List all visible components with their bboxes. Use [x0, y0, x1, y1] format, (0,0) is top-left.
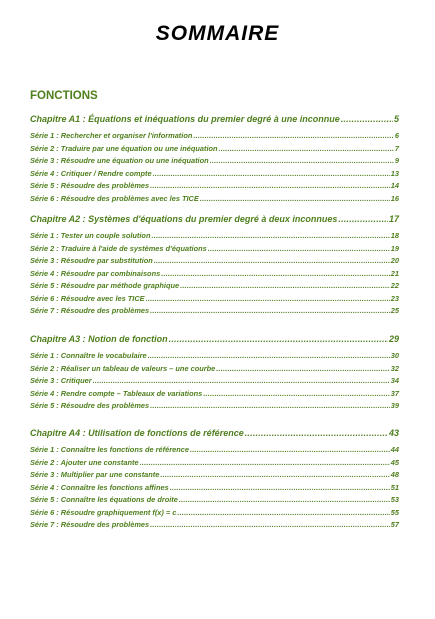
- toc-series-entry[interactable]: [30, 469, 399, 482]
- dot-leader: [341, 112, 393, 126]
- toc-series-entry[interactable]: [30, 168, 399, 181]
- page-number: 13: [390, 168, 399, 178]
- series-label: Série 6 : Résoudre graphiquement f(x) = c: [30, 507, 177, 517]
- series-label: Série 5 : Résoudre des problèmes: [30, 181, 150, 190]
- toc-series-entry[interactable]: [30, 363, 399, 376]
- dot-leader: [216, 363, 390, 376]
- dot-leader: [190, 444, 390, 457]
- series-label: Série 2 : Réaliser un tableau de valeurs – une courbe: [30, 363, 216, 373]
- dot-leader: [150, 180, 390, 193]
- series-label: Série 7 : Résoudre des problèmes: [30, 306, 150, 315]
- toc-series-entry[interactable]: [30, 350, 399, 363]
- chapter-label: Chapitre A1 : Équations et inéquations du premier degré à une inconnue: [30, 114, 340, 124]
- dot-leader: [200, 193, 390, 206]
- chapter-label: Chapitre A4 : Utilisation de fonctions de référence: [30, 428, 244, 438]
- series-label: Série 5 : Résoudre par méthode graphique: [30, 281, 180, 290]
- series-label: Série 1 : Tester un couple solution: [30, 231, 151, 240]
- page-number: 9: [394, 156, 399, 165]
- toc-series-entry[interactable]: [30, 388, 399, 401]
- toc-series-entry[interactable]: [30, 494, 399, 507]
- series-label: Série 1 : Connaître les fonctions de référence: [30, 445, 189, 454]
- page-number: 7: [394, 143, 399, 153]
- page-number: 25: [390, 306, 399, 315]
- page-number: 55: [390, 507, 399, 517]
- toc-series-entry[interactable]: [30, 400, 399, 413]
- dot-leader: [245, 426, 388, 440]
- dot-leader: [161, 268, 390, 281]
- toc-chapter-a4: [30, 426, 399, 532]
- page-number: 51: [390, 482, 399, 492]
- page-number: 57: [390, 520, 399, 529]
- series-label: Série 6 : Résoudre des problèmes avec les TICE: [30, 193, 199, 203]
- page-number: 53: [390, 495, 399, 504]
- dot-leader: [150, 305, 390, 318]
- series-label: Série 3 : Résoudre par substitution: [30, 256, 153, 265]
- dot-leader: [219, 143, 394, 156]
- dot-leader: [146, 293, 390, 306]
- dot-leader: [180, 280, 390, 293]
- toc-series-entry[interactable]: [30, 457, 399, 470]
- page-number: 17: [388, 214, 399, 224]
- toc-series-entry[interactable]: [30, 305, 399, 318]
- series-label: Série 2 : Ajouter une constante: [30, 457, 139, 467]
- page-number: 22: [390, 281, 399, 290]
- series-label: Série 6 : Résoudre avec les TICE: [30, 293, 145, 303]
- series-label: Série 3 : Résoudre une équation ou une inéquation: [30, 156, 209, 165]
- series-label: Série 2 : Traduire par une équation ou une inéquation: [30, 143, 218, 153]
- page-number: 19: [390, 243, 399, 253]
- dot-leader: [338, 212, 388, 226]
- toc-series-entry[interactable]: [30, 268, 399, 281]
- page-number: 37: [390, 388, 399, 398]
- page-number: 39: [390, 401, 399, 410]
- dot-leader: [148, 350, 390, 363]
- toc-series-entry[interactable]: [30, 375, 399, 388]
- chapter-label: Chapitre A2 : Systèmes d'équations du premier degré à deux inconnues: [30, 214, 338, 224]
- toc-series-entry[interactable]: [30, 193, 399, 206]
- series-label: Série 5 : Résoudre des problèmes: [30, 401, 150, 410]
- toc-series-entry[interactable]: [30, 155, 399, 168]
- toc-series-entry[interactable]: [30, 507, 399, 520]
- dot-leader: [210, 155, 394, 168]
- series-label: Série 4 : Connaître les fonctions affines: [30, 482, 169, 492]
- toc-series-entry[interactable]: [30, 482, 399, 495]
- toc-chapter-a2: [30, 212, 399, 318]
- page-number: 30: [390, 351, 399, 360]
- page-number: 43: [388, 428, 399, 438]
- page-number: 18: [390, 231, 399, 240]
- dot-leader: [208, 243, 390, 256]
- series-label: Série 3 : Multiplier par une constante: [30, 470, 160, 479]
- page-number: 23: [390, 293, 399, 303]
- toc-chapter-entry[interactable]: [30, 112, 399, 126]
- page-number: 45: [390, 457, 399, 467]
- toc-series-entry[interactable]: [30, 143, 399, 156]
- toc-series-entry[interactable]: [30, 293, 399, 306]
- series-label: Série 4 : Résoudre par combinaisons: [30, 268, 161, 278]
- dot-leader: [170, 482, 390, 495]
- dot-leader: [140, 457, 390, 470]
- dot-leader: [193, 130, 394, 143]
- page-number: 5: [393, 114, 399, 124]
- page-number: 34: [390, 376, 399, 385]
- dot-leader: [160, 469, 389, 482]
- series-label: Série 4 : Rendre compte – Tableaux de variations: [30, 388, 203, 398]
- toc-series-entry[interactable]: [30, 255, 399, 268]
- page-number: 6: [394, 131, 399, 140]
- page-number: 48: [390, 470, 399, 479]
- page-number: 44: [390, 445, 399, 454]
- series-label: Série 2 : Traduire à l'aide de systèmes d'équations: [30, 243, 207, 253]
- dot-leader: [153, 168, 390, 181]
- toc-series-entry[interactable]: [30, 230, 399, 243]
- toc-chapter-a1: [30, 112, 399, 205]
- toc-series-entry[interactable]: [30, 243, 399, 256]
- page-title: SOMMAIRE: [155, 22, 280, 45]
- toc-chapter-entry[interactable]: [30, 426, 399, 440]
- toc-series-entry[interactable]: [30, 130, 399, 143]
- page-number: 21: [390, 268, 399, 278]
- dot-leader: [179, 494, 390, 507]
- series-label: Série 5 : Connaître les équations de droite: [30, 495, 178, 504]
- dot-leader: [169, 332, 388, 346]
- toc-series-entry[interactable]: [30, 180, 399, 193]
- series-label: Série 1 : Connaître le vocabulaire: [30, 351, 147, 360]
- chapter-label: Chapitre A3 : Notion de fonction: [30, 334, 168, 344]
- toc-series-entry[interactable]: [30, 280, 399, 293]
- page-number: 20: [390, 256, 399, 265]
- dot-leader: [154, 255, 390, 268]
- section-heading: FONCTIONS: [30, 90, 98, 102]
- dot-leader: [177, 507, 389, 520]
- toc-chapter-a3: [30, 332, 399, 413]
- toc-series-entry[interactable]: [30, 519, 399, 532]
- dot-leader: [151, 230, 389, 243]
- page-number: 32: [390, 363, 399, 373]
- toc-chapter-entry[interactable]: [30, 332, 399, 346]
- dot-leader: [150, 519, 390, 532]
- page-number: 29: [388, 334, 399, 344]
- dot-leader: [150, 400, 390, 413]
- toc-series-entry[interactable]: [30, 444, 399, 457]
- series-label: Série 3 : Critiquer: [30, 376, 92, 385]
- dot-leader: [203, 388, 390, 401]
- series-label: Série 4 : Critiquer / Rendre compte: [30, 168, 152, 178]
- page-number: 14: [390, 181, 399, 190]
- toc-chapter-entry[interactable]: [30, 212, 399, 226]
- dot-leader: [93, 375, 390, 388]
- series-label: Série 7 : Résoudre des problèmes: [30, 520, 150, 529]
- page-number: 16: [390, 193, 399, 203]
- series-label: Série 1 : Rechercher et organiser l'information: [30, 131, 193, 140]
